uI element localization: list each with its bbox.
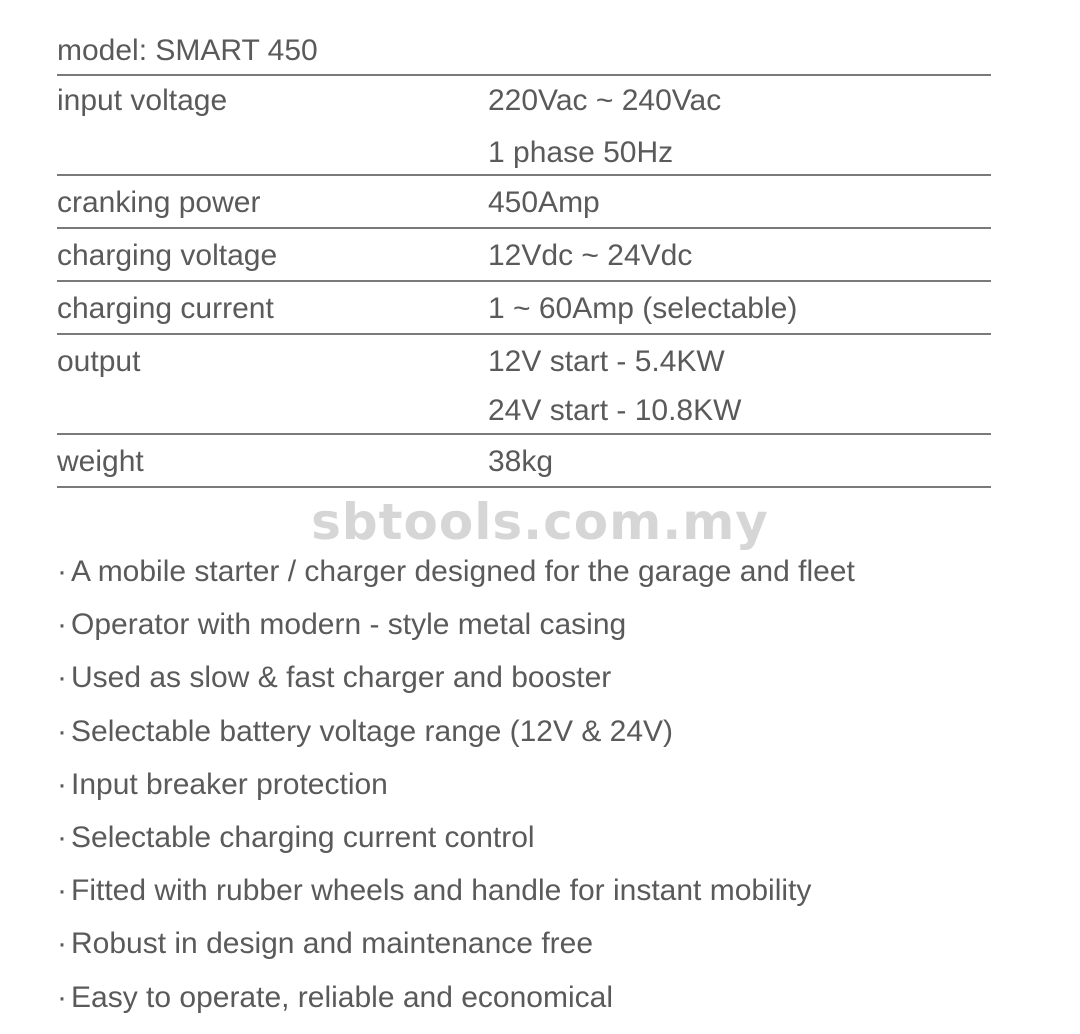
bullet-icon: · [57,555,67,588]
feature-item [57,758,1057,811]
spec-value: 450Amp [488,186,600,219]
spec-label: cranking power [57,186,261,219]
spec-row-cranking-power [57,176,991,229]
spec-row-charging-voltage [57,229,991,282]
feature-text: Selectable battery voltage range (12V & 24V) [71,714,674,748]
spec-values [488,435,991,486]
spec-value: 24V start - 10.8KW [488,394,742,427]
bullet-icon: · [57,874,67,908]
bullet-icon: · [57,608,67,642]
spec-values [488,335,991,433]
spec-row-weight [57,435,991,488]
spec-value: 12Vdc ~ 24Vdc [488,239,693,272]
feature-item [57,971,1057,1024]
spec-label: output [57,345,141,378]
feature-item [57,705,1057,758]
bullet-icon: · [57,767,67,801]
spec-row-output [57,335,991,435]
feature-item [57,864,1057,917]
spec-value: 38kg [488,445,554,478]
feature-text: Selectable charging current control [71,820,535,854]
feature-text: Input breaker protection [71,767,388,801]
spec-table [57,26,991,488]
model-title: model: SMART 450 [57,26,991,76]
watermark-text: sbtools.com.my [311,493,769,551]
spec-label: weight [57,445,144,478]
bullet-icon: · [57,820,67,854]
feature-list [57,545,1057,1024]
feature-item [57,811,1057,864]
spec-values [488,229,991,280]
feature-item [57,598,1057,651]
spec-value: 220Vac ~ 240Vac [488,84,722,117]
spec-values [488,176,991,227]
spec-value: 12V start - 5.4KW [488,345,725,378]
feature-text: Easy to operate, reliable and economical [71,980,613,1014]
spec-label: charging current [57,292,274,325]
bullet-icon: · [57,980,67,1014]
spec-label: input voltage [57,84,228,117]
bullet-icon: · [57,927,67,961]
feature-text: A mobile starter / charger designed for the garage and fleet [71,555,855,588]
feature-text: Used as slow & fast charger and booster [71,661,612,695]
feature-item [57,545,1057,598]
spec-value: 1 phase 50Hz [488,136,674,169]
spec-row-charging-current [57,282,991,335]
spec-label: charging voltage [57,239,278,272]
feature-text: Operator with modern - style metal casing [71,608,627,642]
bullet-icon: · [57,661,67,695]
spec-values [488,282,991,333]
feature-text: Fitted with rubber wheels and handle for instant mobility [71,874,812,908]
spec-values [488,76,991,174]
feature-item [57,651,1057,704]
spec-value: 1 ~ 60Amp (selectable) [488,292,798,325]
bullet-icon: · [57,714,67,748]
feature-item [57,917,1057,970]
feature-text: Robust in design and maintenance free [71,927,594,961]
spec-row-input-voltage [57,76,991,176]
